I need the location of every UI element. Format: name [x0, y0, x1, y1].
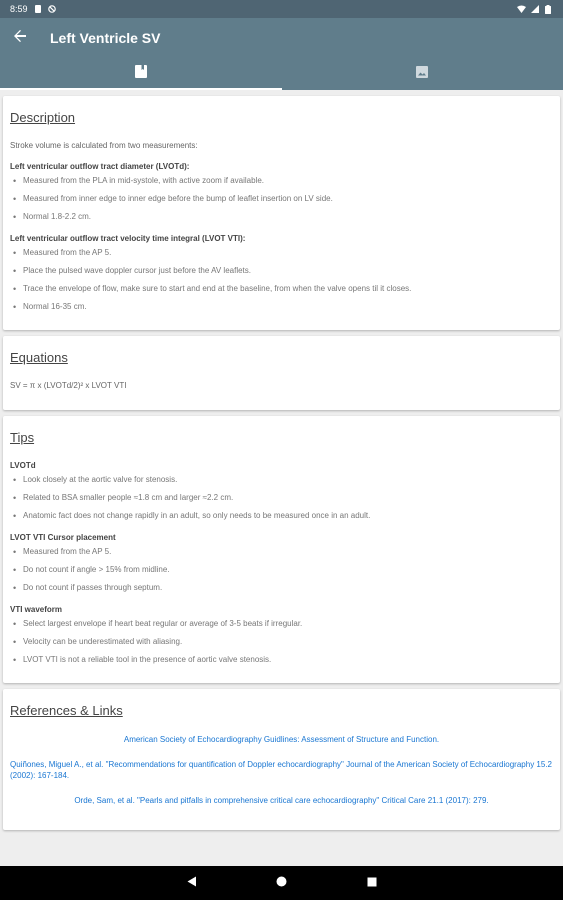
list-item: • Measured from inner edge to inner edge before the bump of leaflet insertion on LV side.: [10, 194, 553, 204]
list-item: • Select largest envelope if heart beat regular or average of 3-5 beats if irregular.: [10, 619, 553, 629]
list-item: • Normal 16-35 cm.: [10, 302, 553, 312]
description-heading: Description: [10, 110, 76, 125]
nav-back-button[interactable]: [182, 873, 202, 893]
tips-lvotd-title: LVOTd: [10, 461, 36, 470]
list-item: • Trace the envelope of flow, make sure to start and end at the baseline, from when the valve opens til it closes.: [10, 284, 553, 294]
app-bar: [0, 18, 563, 58]
list-item: • Do not count if passes through septum.: [10, 583, 553, 593]
reference-link-orde[interactable]: Orde, Sam, et al. "Pearls and pitfalls in comprehensive critical care echocardiography" Critical Care 21.1 (2017): 279.: [74, 796, 489, 805]
triangle-back-icon: [187, 874, 197, 892]
equation-formula: SV = π x (LVOTd/2)² x LVOT VTI: [10, 381, 127, 390]
nav-home-button[interactable]: [272, 873, 292, 893]
list-item: • Anatomic fact does not change rapidly in an adult, so only needs to be measured once in an adult.: [10, 511, 553, 521]
image-icon: [416, 65, 428, 83]
tab-images[interactable]: [282, 58, 563, 90]
book-icon: [135, 65, 147, 83]
tab-bar: [0, 58, 563, 90]
circle-home-icon: [276, 874, 287, 892]
square-recents-icon: [367, 874, 377, 892]
lvotd-title: Left ventricular outflow tract diameter (LVOTd):: [10, 162, 190, 171]
status-bar: [0, 0, 563, 18]
battery-icon: [545, 5, 553, 13]
tips-card: [3, 416, 560, 683]
tips-cursor-title: LVOT VTI Cursor placement: [10, 533, 116, 542]
equations-heading: Equations: [10, 350, 68, 365]
list-item: • Measured from the AP 5.: [10, 547, 553, 557]
list-item: • LVOT VTI is not a reliable tool in the presence of aortic valve stenosis.: [10, 655, 553, 665]
description-intro: Stroke volume is calculated from two measurements:: [10, 141, 198, 150]
tips-waveform-title: VTI waveform: [10, 605, 63, 614]
nav-recents-button[interactable]: [362, 873, 382, 893]
list-item: • Place the pulsed wave doppler cursor just before the AV leaflets.: [10, 266, 553, 276]
list-item: • Look closely at the aortic valve for stenosis.: [10, 475, 553, 485]
equations-card: [3, 336, 560, 410]
blocked-icon: [48, 5, 56, 13]
wifi-icon: [517, 5, 525, 13]
list-item: • Measured from the PLA in mid-systole, with active zoom if available.: [10, 176, 553, 186]
system-nav-bar: [0, 866, 563, 900]
list-item: • Do not count if angle > 15% from midline.: [10, 565, 553, 575]
arrow-left-icon: [13, 29, 27, 48]
signal-icon: [531, 5, 539, 13]
references-heading: References & Links: [10, 703, 123, 718]
description-card: [3, 96, 560, 330]
list-item: • Velocity can be underestimated with aliasing.: [10, 637, 553, 647]
list-item: • Normal 1.8-2.2 cm.: [10, 212, 553, 222]
back-button[interactable]: [0, 18, 40, 58]
content-scroll[interactable]: [0, 90, 563, 866]
page-title: Left Ventricle SV: [50, 30, 161, 46]
tips-heading: Tips: [10, 430, 35, 445]
status-time: 8:59: [10, 4, 28, 14]
list-item: • Measured from the AP 5.: [10, 248, 553, 258]
list-item: • Related to BSA smaller people ≈1.8 cm and larger ≈2.2 cm.: [10, 493, 553, 503]
references-card: [3, 689, 560, 830]
reference-link-ase[interactable]: American Society of Echocardiography Guidlines: Assessment of Structure and Function.: [123, 735, 440, 744]
reference-link-quinones[interactable]: Quiñones, Miguel A., et al. "Recommendations for quantification of Doppler echocardiography" Journal of the American Society of Echocardiography 15.2 (2002): 167-184.: [10, 760, 552, 780]
sd-card-icon: [34, 5, 42, 13]
tab-description[interactable]: [0, 58, 282, 90]
lvot-vti-title: Left ventricular outflow tract velocity time integral (LVOT VTI):: [10, 234, 246, 243]
